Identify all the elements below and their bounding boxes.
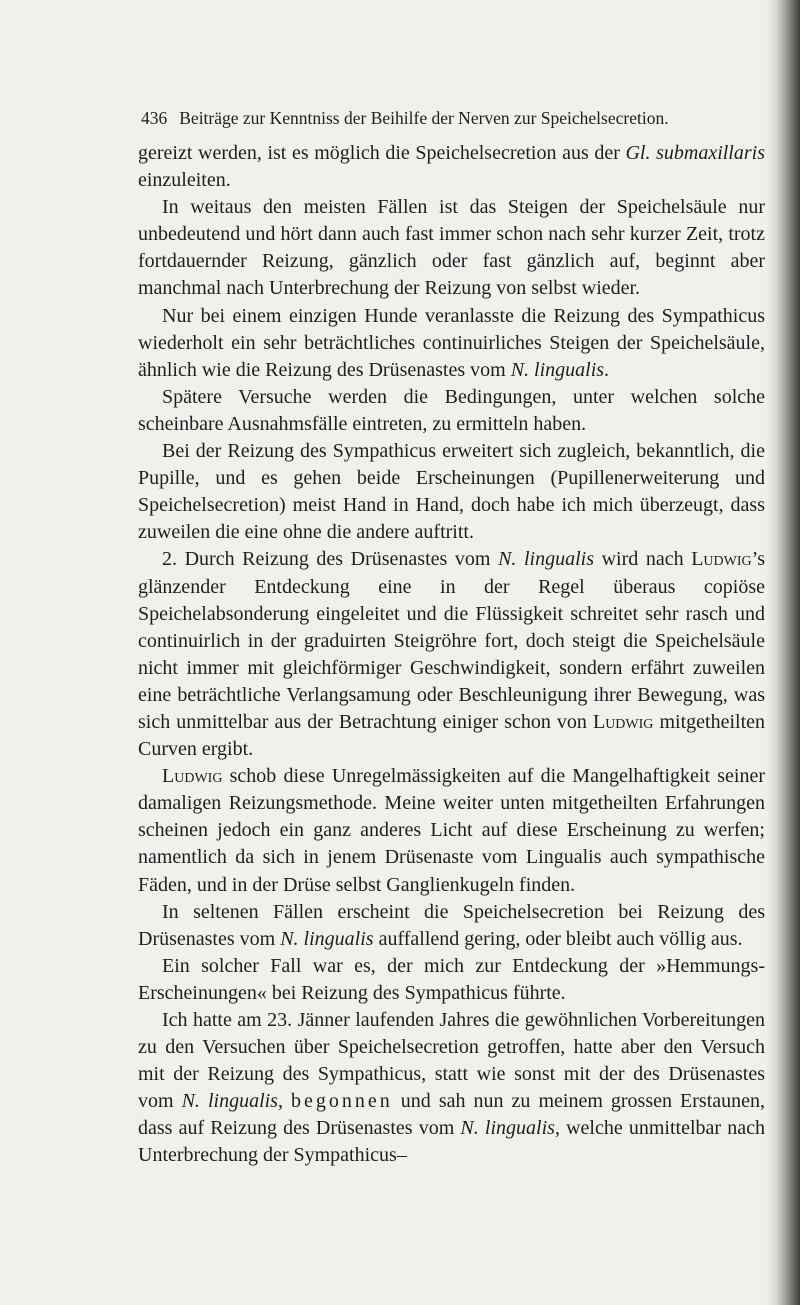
paragraph xyxy=(138,384,765,438)
paragraph xyxy=(138,899,765,953)
italic-term: N. lingualis xyxy=(510,358,605,381)
text-run: schob diese Unregelmässigkeiten auf die Mangelhaftigkeit seiner damaligen Reizungsmethode. Meine weiter unten mitgetheilten Erfahrungen scheinen jedoch ein ganz anderes Licht auf diese Erscheinung zu werfen; namentlich da sich in jenem Drüsenaste vom Lingualis auch sympathische Fäden, und in der Drüse selbst Ganglienkugeln finden. xyxy=(138,765,765,896)
text-run: Spätere Versuche werden die Bedingungen, unter welchen solche scheinbare Ausnahmsfälle eintreten, zu ermitteln haben. xyxy=(138,385,765,435)
running-title: Beiträge zur Kenntniss der Beihilfe der Nerven zur Speichelsecretion. xyxy=(179,108,669,128)
text-run: , xyxy=(277,1090,292,1113)
author-name: Ludwig xyxy=(691,548,752,571)
text-run: gereizt werden, ist es möglich die Speichelsecretion aus der xyxy=(138,142,626,164)
text-run: 2. Durch Reizung des Drüsenastes vom xyxy=(162,548,499,571)
author-name: Ludwig xyxy=(592,710,654,733)
paragraph xyxy=(138,303,765,384)
text-run: Bei der Reizung des Sympathicus erweitert sich zugleich, bekanntlich, die Pupille, und es gehen beide Erscheinungen (Pupillenerweiterung und Speichelsecretion) meist Hand in Hand, doch habe ich mich überzeugt, dass zuweilen die eine ohne die andere auftritt. xyxy=(138,440,765,544)
emphasis-spaced: begonnen xyxy=(291,1090,393,1113)
text-run: ’s glänzender Entdeckung eine in der Regel überaus copiöse Speichelabsonderung eingeleitet und die Flüssigkeit schreitet sehr rasch und continuirlich in der graduirten Steigröhre fort, doch steigt die Speichelsäule nicht immer mit gleichförmiger Geschwindigkeit, sondern erfährt zuweilen eine beträchtliche Verlangsamung oder Beschleunigung ihrer Bewegung, was sich unmittelbar aus der Betrachtung einiger schon von xyxy=(138,548,765,733)
paragraph xyxy=(138,194,765,302)
paragraph xyxy=(138,953,765,1007)
text-run: , welche unmittelbar nach Unterbrechung der Sympathicus– xyxy=(138,1117,765,1167)
italic-term: N. lingualis xyxy=(498,548,595,571)
text-run: Ein solcher Fall war es, der mich zur Entdeckung der »Hemmungs-Erscheinungen« bei Reizung des Sympathicus führte. xyxy=(138,954,765,1004)
text-run: auffallend gering, oder bleibt auch völlig aus. xyxy=(373,927,743,950)
text-run: In weitaus den meisten Fällen ist das Steigen der Speichelsäule nur unbedeutend und hört dann auch fast immer schon nach sehr kurzer Zeit, trotz fortdauernder Reizung, gänzlich oder fast gänzlich auf, beginnt aber manchmal nach Unterbrechung der Reizung von selbst wieder. xyxy=(138,196,765,300)
text-run: mitgetheilten Curven ergibt. xyxy=(138,710,766,761)
author-name: Ludwig xyxy=(162,765,223,788)
italic-term: Gl. submaxillaris xyxy=(625,142,765,164)
text-run: Nur bei einem einzigen Hunde veranlasste die Reizung des Sympathicus wiederholt ein sehr beträchtliches continuirliches Steigen der Speichelsäule, ähnlich wie die Reizung des Drüsenastes vom xyxy=(138,304,765,381)
paragraph xyxy=(138,438,765,546)
italic-term: N. lingualis xyxy=(181,1090,278,1113)
paragraph xyxy=(138,1007,765,1170)
text-run: einzuleiten. xyxy=(138,169,231,192)
running-header xyxy=(141,106,741,130)
text-run: In seltenen Fällen erscheint die Speichelsecretion bei Reizung des Drüsenastes vom xyxy=(138,900,765,950)
body-text xyxy=(138,140,765,1170)
paragraph xyxy=(138,140,765,194)
italic-term: N. lingualis xyxy=(280,927,374,950)
text-run: . xyxy=(604,358,610,381)
page-number: 436 xyxy=(141,108,168,128)
text-run: wird nach xyxy=(594,548,692,571)
paragraph xyxy=(138,763,765,898)
text-run: und sah nun zu meinem grossen Erstaunen, dass auf Reizung des Drüsenastes vom xyxy=(138,1090,766,1140)
text-run: Ich hatte am 23. Jänner laufenden Jahres die gewöhnlichen Vorbereitungen zu den Versuchen über Speichelsecretion getroffen, hatte aber den Versuch mit der Reizung des Sympathicus, statt wie sonst mit der des Drüsenastes vom xyxy=(138,1009,765,1113)
italic-term: N. lingualis xyxy=(460,1117,555,1140)
page-edge-shadow xyxy=(766,0,800,1305)
paragraph xyxy=(138,546,765,763)
